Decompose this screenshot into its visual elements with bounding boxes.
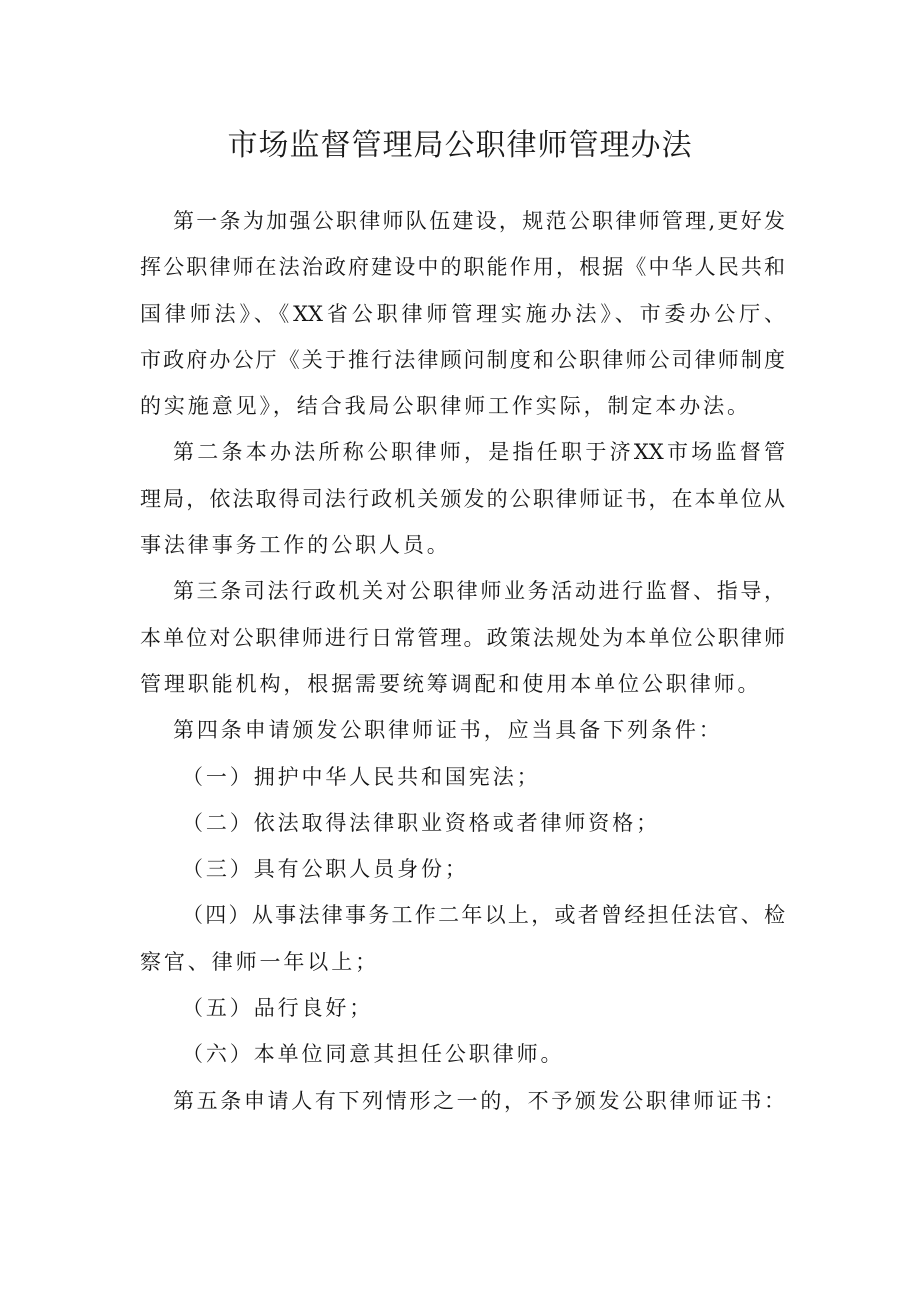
article-2-line-1: 第二条本办法所称公职律师，是指任职于济XX市场监督管 xyxy=(173,440,785,465)
article-1-line-5: 的实施意见》，结合我局公职律师工作实际，制定本办法。 xyxy=(140,394,751,419)
article-4-item-3: （三）具有公职人员身份； xyxy=(182,857,469,882)
article-4-item-1: （一）拥护中华人民共和国宪法； xyxy=(182,764,541,789)
document-body xyxy=(140,198,785,1124)
article-4-item-2: （二）依法取得法律职业资格或者律师资格； xyxy=(182,810,660,835)
article-4-item-4-line-1: （四）从事法律事务工作二年以上，或者曾经担任法官、检 xyxy=(182,903,785,928)
article-4-item-4-line-2: 察官、律师一年以上； xyxy=(140,949,379,974)
article-2-line-2: 理局，依法取得司法行政机关颁发的公职律师证书，在本单位从 xyxy=(140,486,785,511)
article-1-line-2: 挥公职律师在法治政府建设中的职能作用，根据《中华人民共和 xyxy=(140,255,785,280)
article-3-line-3: 管理职能机构，根据需要统筹调配和使用本单位公职律师。 xyxy=(140,671,762,696)
document-title: 市场监督管理局公职律师管理办法 xyxy=(227,128,693,164)
article-3-line-1: 第三条司法行政机关对公职律师业务活动进行监督、指导， xyxy=(173,579,785,604)
article-2-line-3: 事法律事务工作的公职人员。 xyxy=(140,533,451,558)
article-5-intro: 第五条申请人有下列情形之一的，不予颁发公职律师证书： xyxy=(173,1088,785,1113)
article-4-item-6: （六）本单位同意其担任公职律师。 xyxy=(182,1042,565,1067)
article-4-item-5: （五）品行良好； xyxy=(182,996,374,1021)
article-1-line-3: 国律师法》、《XX省公职律师管理实施办法》、市委办公厅、 xyxy=(140,301,785,326)
article-1-line-4: 市政府办公厅《关于推行法律顾问制度和公职律师公司律师制度 xyxy=(140,347,785,372)
article-4-intro: 第四条申请颁发公职律师证书，应当具备下列条件： xyxy=(173,718,723,743)
article-3-line-2: 本单位对公职律师进行日常管理。政策法规处为本单位公职律师 xyxy=(140,625,785,650)
article-1-line-1: 第一条为加强公职律师队伍建设，规范公职律师管理,更好发 xyxy=(173,209,785,233)
